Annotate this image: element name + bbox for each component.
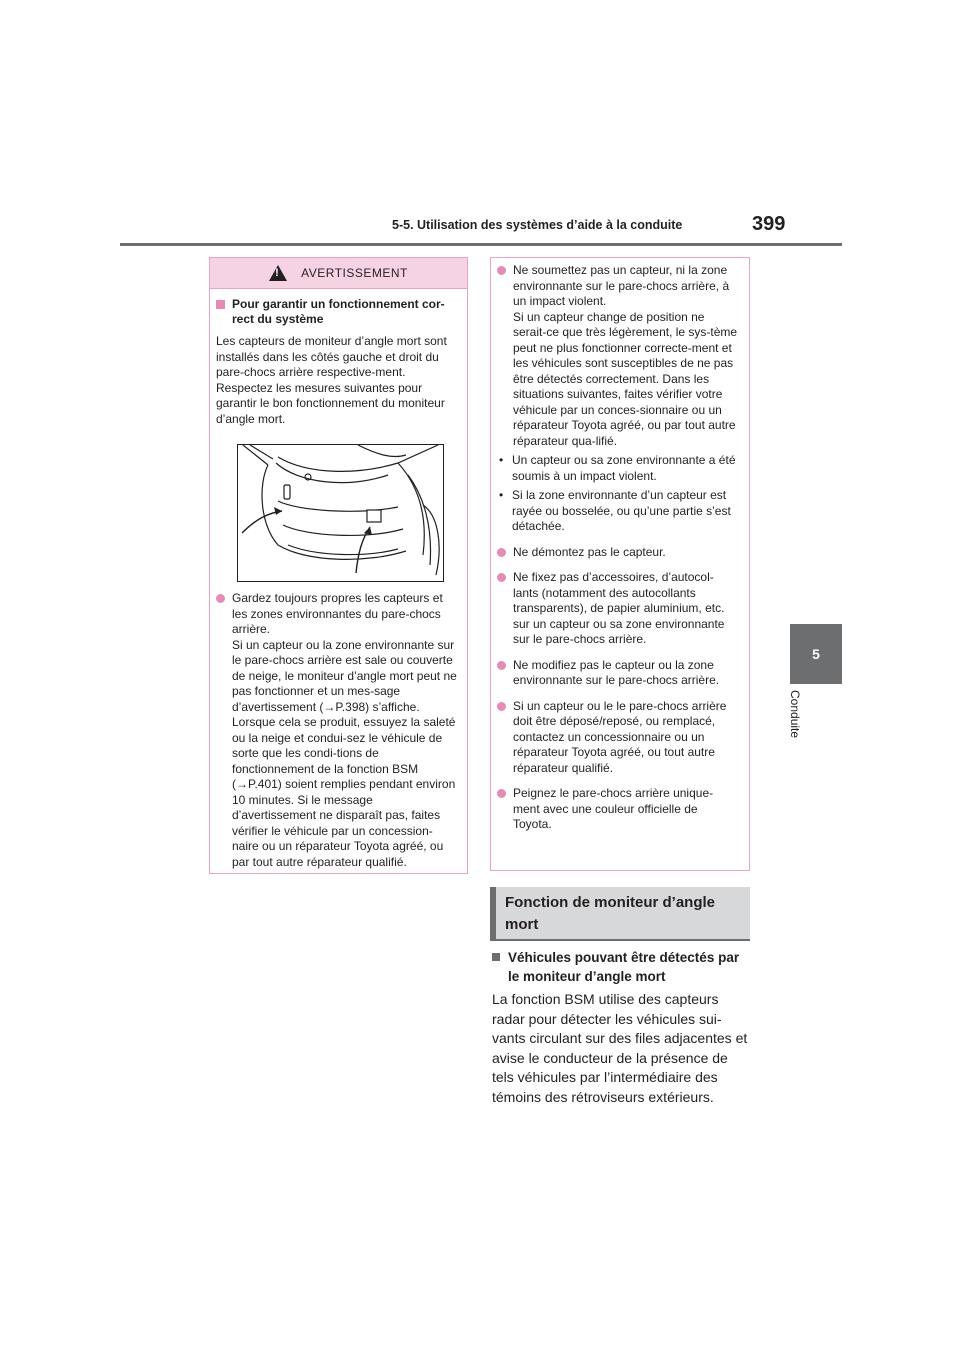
section-heading	[490, 887, 750, 941]
body-paragraph: La fonction BSM utilise des capteurs radar pour détecter les véhicules sui-vants circulant sur des files adjacentes et avise le conducteur de la présence de tels véhicules par l’intermédiaire des témoins des rétroviseurs extérieurs.	[492, 991, 748, 1105]
warning-list-item	[497, 699, 739, 777]
header-rule	[120, 243, 842, 246]
warning-item-text: Ne fixez pas d’accessoires, d’autocol-lants (notamment des autocollants transparents), de papier aluminium, etc. sur un capteur ou sa zone environnante sur le pare-chocs arrière.	[513, 570, 725, 646]
subheading-text: Véhicules pouvant être détectés par le moniteur d’angle mort	[508, 950, 740, 984]
round-bullet-icon	[497, 702, 506, 711]
sub-bullet-text: Si la zone environnante d’un capteur est rayée ou bosselée, ou qu’une partie s’est détachée.	[512, 488, 731, 533]
section-heading-text: Fonction de moniteur d’angle mort	[505, 894, 715, 933]
round-bullet-icon	[497, 548, 506, 557]
page-number: 399	[752, 213, 786, 235]
warning-list-item	[216, 591, 457, 870]
warning-heading-text: Pour garantir un fonctionnement cor-rect du système	[232, 297, 445, 326]
sub-bullet-item	[497, 453, 739, 484]
warning-item-text: Peignez le pare-chocs arrière unique-ment avec une couleur officielle de Toyota.	[513, 786, 714, 831]
warning-item-text: Ne soumettez pas un capteur, ni la zone environnante sur le pare-chocs arrière, à un impact violent. Si un capteur change de position ne serait-ce que très légèrement, le sys-tème peut ne plus fonctionner correcte-ment et les véhicules sont susceptibles de ne pas être détectés correctement. Dans les situations suivantes, faites vérifier votre véhicule par un conces-sionnaire ou un réparateur Toyota agréé, ou par tout autre réparateur qua-lifié.	[513, 263, 738, 448]
sub-bullet-text: Un capteur ou sa zone environnante a été soumis à un impact violent.	[512, 453, 736, 483]
dot-bullet-icon: •	[499, 488, 504, 502]
round-bullet-icon	[497, 573, 506, 582]
warning-item-text: Gardez toujours propres les capteurs et les zones environnantes du pare-chocs arrière. Si un capteur ou la zone environnante sur le pare-chocs arrière est sale ou couverte de neige, le moniteur d’angle mort peut ne pas fonctionner et un mes-sage d’avertissement (→P.398) s’affiche. Lorsque cela se produit, essuyez la saleté ou la neige et condui-sez le véhicule de sorte que les condi-tions de fonctionnement de la fonction BSM (→P.401) soient remplies pendant environ 10 minutes. Si le message d’avertissement ne disparaît pas, faites vérifier le véhicule par un concession-naire ou un réparateur Toyota agréé, ou par tout autre réparateur qualifié.	[232, 591, 457, 869]
dot-bullet-icon: •	[499, 453, 504, 467]
warning-heading	[216, 297, 457, 327]
square-bullet-icon	[492, 953, 500, 961]
bumper-sensor-illustration	[237, 444, 444, 582]
chapter-tab	[790, 624, 842, 684]
warning-item-text: Si un capteur ou le le pare-chocs arrière doit être déposé/reposé, ou remplacé, contactez un concessionnaire ou un réparateur Toyota agréé, ou tout autre réparateur qualifié.	[513, 698, 727, 775]
chapter-label-text: Conduite	[788, 690, 802, 739]
round-bullet-icon	[216, 594, 225, 603]
warning-list-item	[497, 786, 739, 833]
chapter-label	[786, 690, 806, 760]
warning-item-text: Ne démontez pas le capteur.	[513, 544, 666, 559]
round-bullet-icon	[497, 266, 506, 275]
round-bullet-icon	[497, 661, 506, 670]
warning-triangle-icon	[269, 265, 287, 281]
sub-bullet-item	[497, 488, 739, 535]
warning-item-text: Ne modifiez pas le capteur ou la zone environnante sur le pare-chocs arrière.	[513, 657, 720, 687]
warning-box-left	[209, 257, 468, 874]
warning-box-right	[490, 257, 750, 871]
warning-intro: Les capteurs de moniteur d’angle mort sont installés dans les côtés gauche et droit du pare-chocs arrière respective-ment. Respectez les mesures suivantes pour garantir le bon fonctionnement du moniteur d’angle mort.	[216, 334, 447, 426]
chapter-number: 5	[812, 646, 820, 662]
subheading	[492, 948, 750, 986]
warning-header	[210, 258, 467, 289]
running-header-title: 5-5. Utilisation des systèmes d’aide à la conduite	[392, 218, 683, 232]
warning-label: AVERTISSEMENT	[301, 266, 408, 280]
warning-list-item	[497, 545, 739, 561]
round-bullet-icon	[497, 789, 506, 798]
warning-list-item	[497, 658, 739, 689]
warning-list-item	[497, 263, 739, 449]
square-bullet-icon	[216, 300, 225, 309]
section-heading-bar	[490, 887, 496, 939]
warning-list-item	[497, 570, 739, 648]
